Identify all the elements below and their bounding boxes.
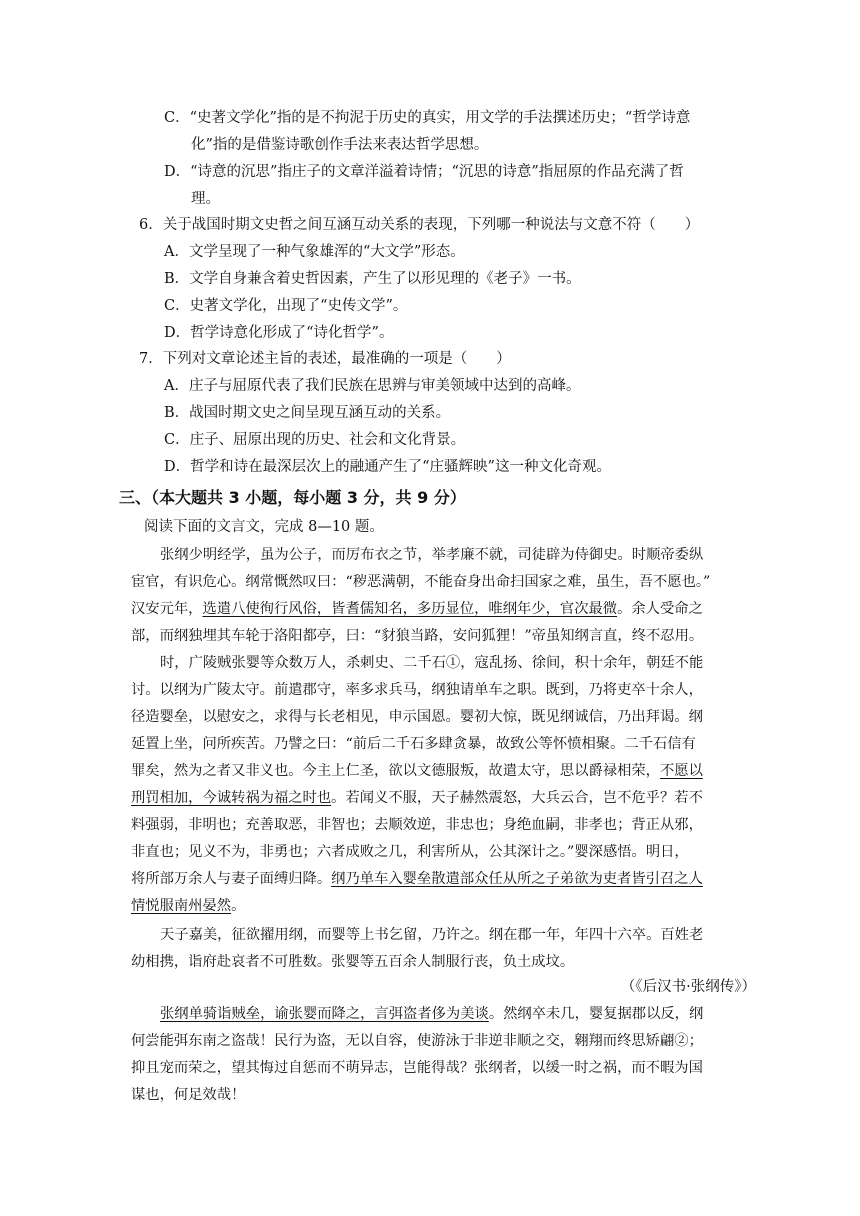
q7-option-a: A．庄子与屈原代表了我们民族在思辨与审美领域中达到的高峰。	[164, 378, 581, 394]
section-3-heading: 三、（本大题共 3 小题，每小题 3 分，共 9 分）	[119, 488, 466, 507]
passage-line: 部，而纲独埋其车轮于洛阳都亭，曰：“豺狼当路，安问狐狸！”帝虽知纲言直，终不忍用。	[131, 628, 704, 644]
underlined-sentence: 纲乃单车入婴垒散遣部众任从所之子弟欲为吏者皆引召之人	[331, 871, 703, 887]
commentary-line: 抑且宠而荣之，望其悔过自惩而不萌异志，岂能得哉？张纲者，以缓一时之祸，而不暇为国	[131, 1060, 703, 1076]
commentary-line: 何尝能弭东南之盗哉！民行为盗，无以自容，使游泳于非逆非顺之交，翱翔而终思矫翩②；	[131, 1033, 703, 1049]
passage-source: （《后汉书·张纲传》）	[620, 979, 756, 995]
q5-option-d-line1: D．“诗意的沉思”指庄子的文章洋溢着诗情；“沉思的诗意”指屈原的作品充满了哲	[164, 164, 684, 180]
passage-line	[131, 761, 703, 781]
passage-text: 。余人受命之	[617, 601, 703, 617]
passage-line: 料强弱，非明也；充善取恶，非智也；去顺效逆，非忠也；身绝血嗣，非孝也；背正从邪，	[131, 817, 703, 833]
q7-stem: 7．下列对文章论述主旨的表述，最准确的一项是（ ）	[139, 351, 511, 367]
underlined-sentence: 选遣八使徇行风俗，皆耆儒知名，多历显位，唯纲年少，官次最微	[202, 601, 618, 617]
commentary-line: 谋也，何足效哉！	[131, 1087, 246, 1103]
q6-stem: 6．关于战国时期文史哲之间互涵互动关系的表现，下列哪一种说法与文意不符（ ）	[139, 217, 700, 233]
underlined-sentence: 情悦服南州晏然	[131, 898, 232, 914]
passage-line: 张纲少明经学，虽为公子，而厉布衣之节，举孝廉不就，司徒辟为侍御史。时顺帝委纵	[160, 547, 704, 563]
passage-line: 非直也；见义不为，非勇也；六者成败之几，利害所从，公其深计之。”婴深感悟。明日，	[131, 844, 689, 860]
underlined-sentence: 刑罚相加，今诚转祸为福之时也	[131, 790, 332, 806]
passage-text: 汉安元年，	[131, 601, 203, 617]
q5-option-c-line2: 化”指的是借鉴诗歌创作手法来表达哲学思想。	[191, 137, 489, 153]
passage-text: 罪矣，然为之者又非义也。今主上仁圣，欲以文德服叛，故遣太守，思以爵禄相荣，	[131, 763, 660, 779]
q6-option-d: D．哲学诗意化形成了“诗化哲学”。	[164, 325, 394, 341]
q7-option-d: D．哲学和诗在最深层次上的融通产生了“庄骚辉映”这一种文化奇观。	[164, 459, 611, 475]
q7-option-b: B．战国时期文史之间呈现互涵互动的关系。	[164, 405, 451, 421]
passage-text: 。若闻义不服，天子赫然震怒，大兵云合，岂不危乎？若不	[331, 790, 703, 806]
passage-line: 宦官，有识危心。纲常慨然叹曰：“秽恶满朝，不能奋身出命扫国家之难，虽生，吾不愿也。”	[131, 574, 711, 590]
passage-line: 幼相携，诣府赴哀者不可胜数。张婴等五百余人制服行丧，负土成坟。	[131, 954, 575, 970]
passage-line	[131, 869, 703, 889]
passage-line: 时，广陵贼张婴等众数万人，杀刺史、二千石①，寇乱扬、徐间，积十余年，朝廷不能	[160, 655, 704, 671]
passage-line: 径造婴垒，以慰安之，求得与长老相见，申示国恩。婴初大惊，既见纲诚信，乃出拜谒。纲	[131, 709, 703, 725]
section-3-instruction: 阅读下面的文言文，完成 8—10 题。	[144, 519, 384, 535]
passage-line	[131, 896, 245, 916]
q7-option-c: C．庄子、屈原出现的历史、社会和文化背景。	[164, 432, 466, 448]
q6-option-c: C．史著文学化，出现了“史传文学”。	[164, 298, 408, 314]
q6-option-a: A．文学呈现了一种气象雄浑的“大文学”形态。	[164, 244, 465, 260]
q5-option-d-line2: 理。	[191, 191, 220, 207]
passage-line	[131, 599, 703, 619]
passage-line	[131, 788, 703, 808]
passage-line: 讨。以纲为广陵太守。前遣郡守，率多求兵马，纲独请单车之职。既到，乃将吏卒十余人，	[131, 682, 703, 698]
q5-option-c-line1: C．“史著文学化”指的是不拘泥于历史的真实，用文学的手法撰述历史；“哲学诗意	[164, 110, 691, 126]
passage-line: 延置上坐，问所疾苦。乃譬之曰：“前后二千石多肆贪暴，故致公等怀愤相聚。二千石信有	[131, 736, 696, 752]
q6-option-b: B．文学自身兼含着史哲因素，产生了以形见理的《老子》一书。	[164, 271, 581, 287]
underlined-sentence: 不愿以	[659, 763, 703, 779]
passage-text: 将所部万余人与妻子面缚归降。	[131, 871, 332, 887]
commentary-line	[160, 1004, 703, 1024]
underlined-sentence: 张纲单骑诣贼垒，谕张婴而降之，言弭盗者侈为美谈	[160, 1006, 489, 1022]
passage-text: 。	[231, 898, 246, 914]
commentary-text: 。然纲卒未几，婴复据郡以反，纲	[488, 1006, 704, 1022]
passage-line: 天子嘉美，征欲擢用纲，而婴等上书乞留，乃许之。纲在郡一年，年四十六卒。百姓老	[160, 927, 704, 943]
